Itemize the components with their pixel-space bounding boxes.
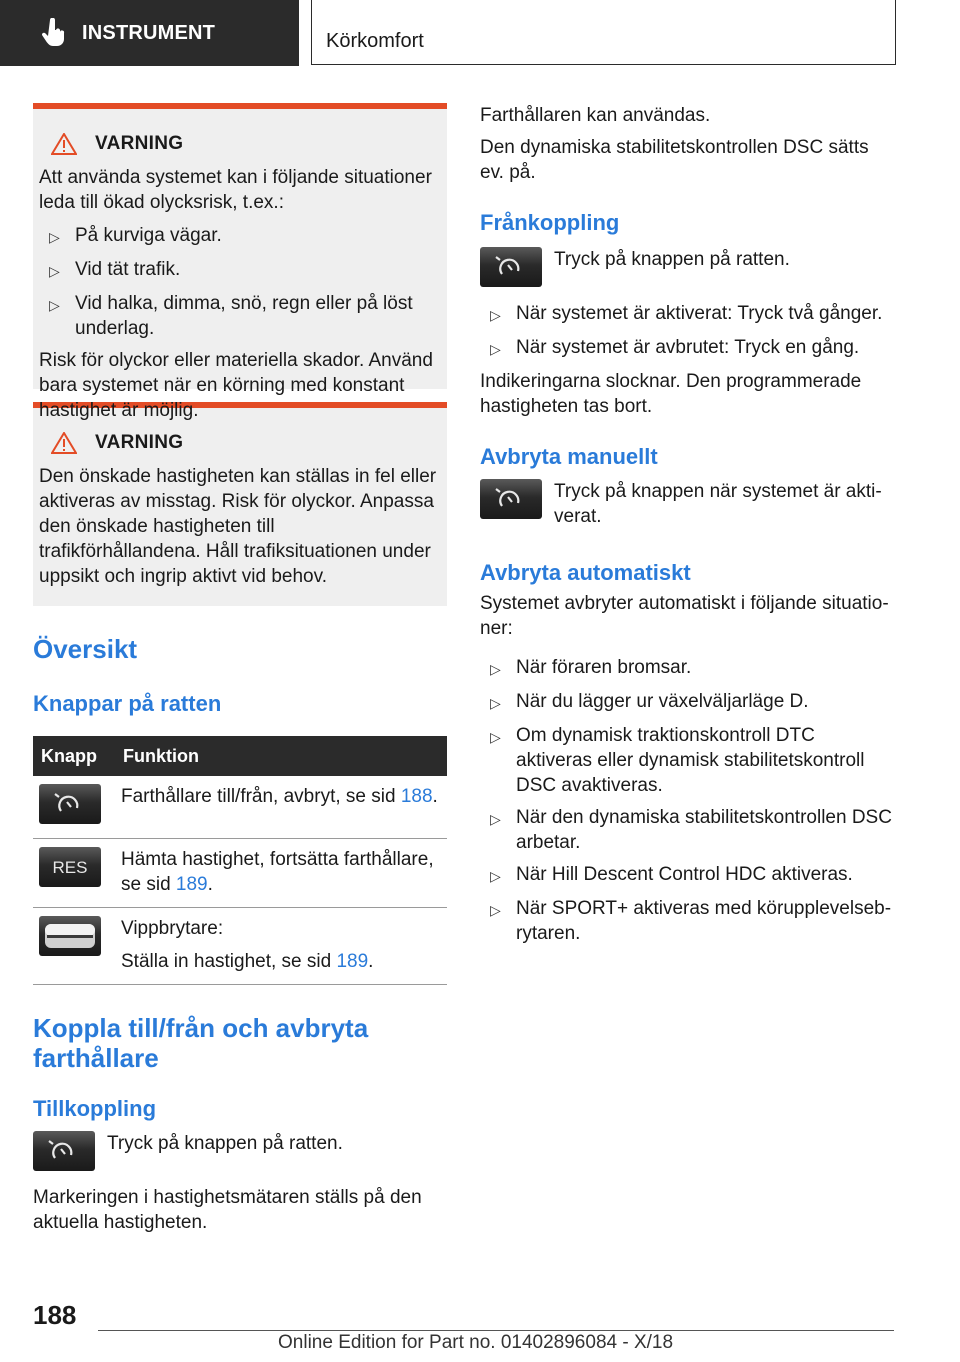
- warning-triangle-icon: [51, 133, 77, 155]
- warning-outro: Risk för olyckor eller materiella skador. Använd bara systemet när en körning med konstant hastighet är möjlig.: [39, 350, 433, 421]
- automatiskt-list: [480, 655, 895, 946]
- table-row: RES Hämta hastighet, fortsätta farthållare, se sid 189.: [33, 839, 447, 908]
- list-item: ▷ När den dynamiska stabilitetskontrollen DSC arbetar.: [490, 807, 892, 853]
- right-column: [480, 103, 895, 953]
- warning-box-2: [33, 402, 447, 606]
- page-number: 188: [33, 1300, 77, 1330]
- cruise-control-button-icon: [39, 784, 101, 824]
- warning-label: VARNING: [95, 133, 184, 154]
- warning-triangle-icon: [51, 432, 77, 454]
- tillkoppling-instruction: Tryck på knappen på ratten.: [33, 1131, 447, 1171]
- warning-list: [39, 223, 439, 341]
- buttons-table: [33, 736, 447, 985]
- list-item: ▷ När systemet är aktiverat: Tryck två gånger.: [480, 301, 895, 328]
- tillkoppling-after: Markeringen i hastighetsmätaren ställs på den aktuella hastigheten.: [33, 1187, 422, 1233]
- chapter-title: Körkomfort: [326, 30, 424, 52]
- table-row: Farthållare till/från, avbryt, se sid 188.: [33, 776, 447, 839]
- frankoppling-instruction: Tryck på knappen på ratten.: [480, 247, 895, 287]
- list-item: ▷ Vid halka, dimma, snö, regn eller på löst underlag.: [49, 293, 413, 339]
- automatiskt-intro: Systemet avbryter automatiskt i följande situationer:: [480, 593, 889, 639]
- cruise-control-button-icon: [480, 247, 542, 287]
- rocker-switch-icon: [39, 916, 101, 956]
- warning-intro: Att använda systemet kan i följande situationer leda till ökad olycksrisk, t.ex.:: [39, 167, 432, 213]
- manuellt-instruction: Tryck på knappen när systemet är aktiverat.: [480, 479, 895, 529]
- bullet-triangle-icon: ▷: [490, 695, 501, 711]
- list-item: ▷ När föraren bromsar.: [480, 655, 895, 682]
- heading-frankoppling: Frånkoppling: [480, 210, 620, 235]
- edition-text: Online Edition for Part no. 01402896084 - X/18: [278, 1332, 674, 1353]
- page-reference-link[interactable]: 189: [175, 874, 208, 895]
- paragraph: Den dynamiska stabilitetskontrollen DSC sätts ev. på.: [480, 137, 869, 183]
- heading-tillkoppling: Tillkoppling: [33, 1096, 157, 1121]
- page-header: [0, 0, 960, 66]
- heading-koppla: Koppla till/från och avbryta farthållare: [33, 1013, 369, 1073]
- bullet-triangle-icon: ▷: [490, 661, 501, 677]
- heading-avbryta-automatiskt: Avbryta automatiskt: [480, 560, 691, 585]
- footer-divider: [98, 1330, 894, 1331]
- bullet-triangle-icon: ▷: [490, 811, 501, 827]
- paragraph: Farthållaren kan användas.: [480, 105, 711, 126]
- warning-text: Den önskade hastigheten kan ställas in fel eller aktiveras av misstag. Risk för olyckor. Anpassa den önskade hastigheten till trafikförhållandena. Håll trafiksituationen under uppsikt och ingrip aktivt vid behov.: [39, 466, 437, 587]
- cruise-control-button-icon: [33, 1131, 95, 1171]
- heading-knappar: Knappar på ratten: [33, 691, 222, 716]
- column-header: Knapp: [33, 736, 115, 776]
- list-item: ▷ Vid tät trafik.: [39, 257, 439, 284]
- frankoppling-after: Indikeringarna slocknar. Den programmerade hastigheten tas bort.: [480, 371, 862, 417]
- page-reference-link[interactable]: 189: [336, 951, 369, 972]
- bullet-triangle-icon: ▷: [490, 729, 501, 745]
- page-reference-link[interactable]: 188: [400, 786, 433, 807]
- list-item: ▷ När SPORT+ aktiveras med körupplevelsebrytaren.: [490, 898, 892, 944]
- column-header: Funktion: [115, 736, 447, 776]
- left-column: [33, 103, 447, 1235]
- section-label: INSTRUMENT: [82, 21, 216, 44]
- table-row: Vippbrytare: Ställa in hastighet, se sid 189.: [33, 908, 447, 985]
- bullet-triangle-icon: ▷: [490, 307, 501, 323]
- cruise-control-button-icon: [480, 479, 542, 519]
- bullet-triangle-icon: ▷: [490, 341, 501, 357]
- list-item: ▷ När Hill Descent Control HDC aktiveras.: [480, 862, 895, 889]
- list-item: ▷ Om dynamisk traktionskontroll DTC aktiveras eller dynamisk stabilitetskontroll DSC avaktiveras.: [490, 725, 865, 796]
- bullet-triangle-icon: ▷: [49, 263, 60, 279]
- warning-label: VARNING: [95, 432, 184, 453]
- hand-pointer-icon: [34, 13, 74, 53]
- heading-avbryta-manuellt: Avbryta manuellt: [480, 444, 658, 469]
- chapter-header: [311, 0, 896, 65]
- section-tab: [0, 0, 299, 66]
- warning-box-1: [33, 103, 447, 421]
- warning-heading: [51, 133, 439, 155]
- table-header-row: [33, 736, 447, 776]
- frankoppling-list: [480, 301, 895, 362]
- list-item: ▷ På kurviga vägar.: [39, 223, 439, 250]
- bullet-triangle-icon: ▷: [490, 868, 501, 884]
- warning-heading: [51, 432, 439, 454]
- heading-oversikt: Översikt: [33, 634, 138, 664]
- res-button-icon: RES: [39, 847, 101, 887]
- bullet-triangle-icon: ▷: [49, 229, 60, 245]
- bullet-triangle-icon: ▷: [490, 902, 501, 918]
- bullet-triangle-icon: ▷: [49, 297, 60, 313]
- list-item: ▷ När systemet är avbrutet: Tryck en gång.: [480, 335, 895, 362]
- list-item: ▷ När du lägger ur växelväljarläge D.: [480, 689, 895, 716]
